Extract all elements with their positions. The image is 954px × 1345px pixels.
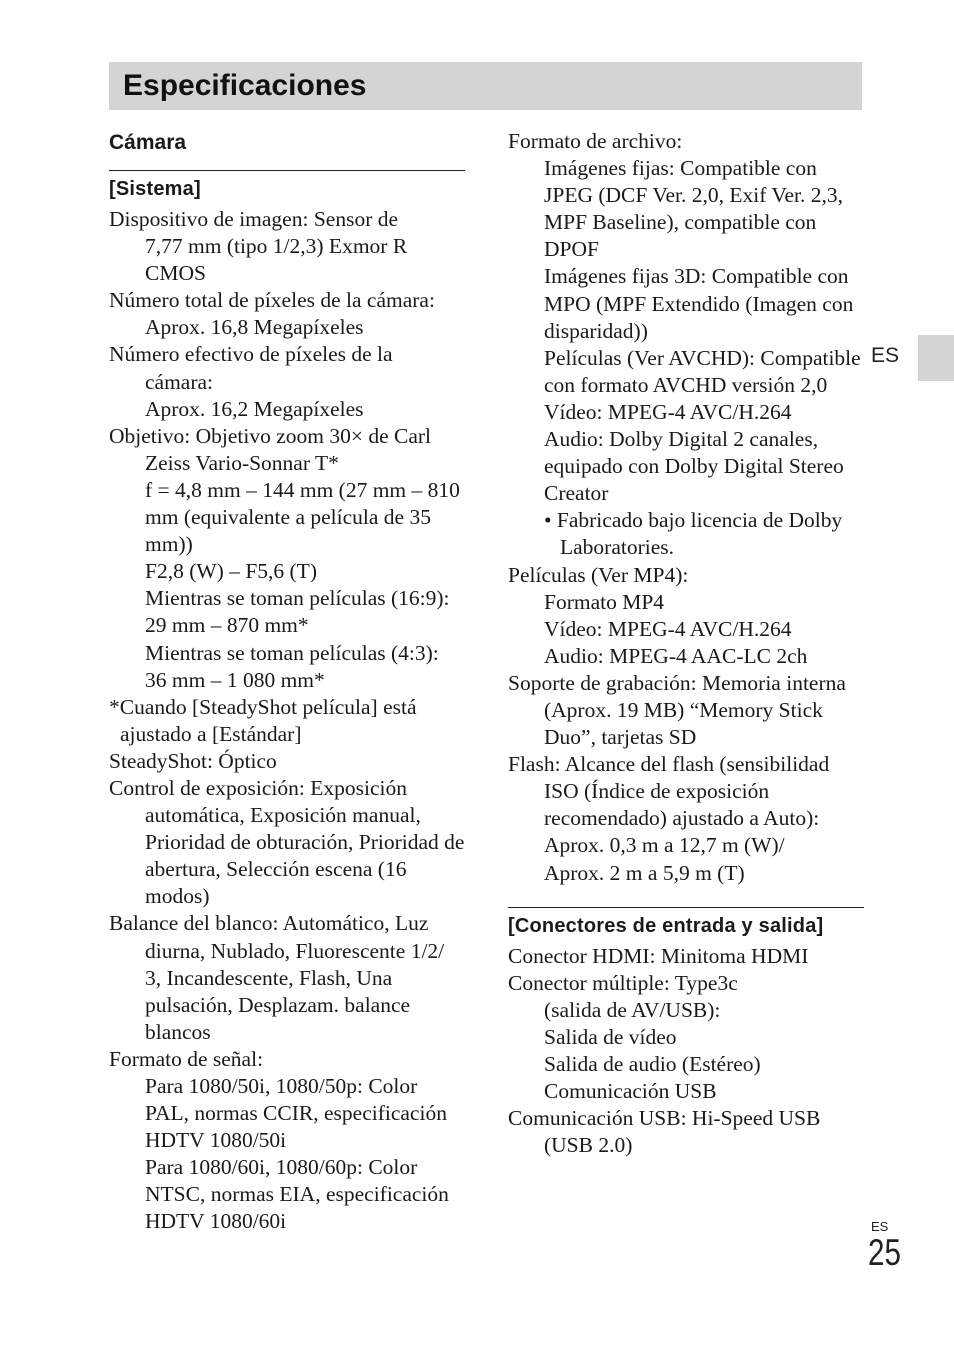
subsection-heading-connectors: [Conectores de entrada y salida] (508, 914, 824, 937)
spec-mp4-video: Vídeo: MPEG-4 AVC/H.264 (544, 616, 792, 641)
page-title: Especificaciones (123, 69, 367, 102)
divider (109, 170, 465, 171)
spec-usb: Comunicación USB: Hi-Speed USB (USB 2.0) (508, 1106, 821, 1158)
spec-signal-ntsc: Para 1080/60i, 1080/60p: Color NTSC, normas EIA, especificación HDTV 1080/60i (145, 1155, 449, 1234)
spec-effective-pixels-value: Aprox. 16,2 Megapíxeles (145, 396, 364, 421)
spec-file-format-avchd: Películas (Ver AVCHD): Compatible con formato AVCHD versión 2,0 (544, 345, 861, 397)
spec-multi-video-out: Salida de vídeo (544, 1024, 677, 1049)
spec-effective-pixels-label: Número efectivo de píxeles de la cámara: (109, 342, 393, 394)
spec-lens-movie-169: Mientras se toman películas (16:9): 29 mm – 870 mm* (145, 586, 450, 638)
spec-flash: Flash: Alcance del flash (sensibilidad ISO (Índice de exposición recomendado) ajustado a Auto): (508, 752, 830, 831)
spec-exposure: Control de exposición: Exposición automática, Exposición manual, Prioridad de obturación, Prioridad de abertura, Selección escena (16 modos) (109, 775, 465, 909)
spec-file-format-video: Vídeo: MPEG-4 AVC/H.264 (544, 399, 792, 424)
spec-mp4-audio: Audio: MPEG-4 AAC-LC 2ch (544, 643, 808, 668)
spec-lens-movie-43: Mientras se toman películas (4:3): 36 mm – 1 080 mm* (145, 640, 439, 692)
spec-file-format-label: Formato de archivo: (508, 129, 683, 153)
spec-hdmi: Conector HDMI: Minitoma HDMI (508, 943, 809, 968)
spec-file-format-still: Imágenes fijas: Compatible con JPEG (DCF Ver. 2,0, Exif Ver. 2,3, MPF Baseline), compatible con DPOF (544, 156, 844, 262)
dolby-note: • Fabricado bajo licencia de Dolby Laboratories. (544, 508, 843, 560)
language-tab-label: ES (871, 344, 900, 367)
spec-file-format-audio: Audio: Dolby Digital 2 canales, equipado con Dolby Digital Stereo Creator (544, 427, 844, 506)
spec-multi-audio-out: Salida de audio (Estéreo) (544, 1052, 761, 1076)
spec-media: Soporte de grabación: Memoria interna (Aprox. 19 MB) “Memory Stick Duo”, tarjetas SD (508, 670, 846, 750)
spec-signal-pal: Para 1080/50i, 1080/50p: Color PAL, normas CCIR, especificación HDTV 1080/50i (145, 1074, 447, 1153)
spec-steadyshot: SteadyShot: Óptico (109, 748, 277, 773)
section-heading: Cámara (109, 131, 187, 154)
language-side-tab (918, 335, 954, 381)
spec-mp4-format: Formato MP4 (544, 589, 665, 614)
spec-image-device: Dispositivo de imagen: Sensor de 7,77 mm (tipo 1/2,3) Exmor R CMOS (109, 207, 408, 286)
spec-signal-label: Formato de señal: (109, 1046, 264, 1071)
spec-lens: Objetivo: Objetivo zoom 30× de Carl Zeiss Vario-Sonnar T* (109, 423, 432, 475)
left-column (109, 128, 465, 1236)
spec-lens-focal: f = 4,8 mm – 144 mm (27 mm – 810 mm (equivalente a película de 35 mm)) (145, 477, 460, 557)
spec-white-balance: Balance del blanco: Automático, Luz diurna, Nublado, Fluorescente 1/2/ 3, Incandescente, Flash, Una pulsación, Desplazam. balance blancos (109, 911, 445, 1044)
spec-flash-t: Aprox. 2 m a 5,9 m (T) (544, 860, 745, 885)
spec-flash-w: Aprox. 0,3 m a 12,7 m (W)/ (544, 833, 785, 858)
page-number: 25 (868, 1232, 901, 1273)
spec-lens-aperture: F2,8 (W) – F5,6 (T) (145, 559, 317, 584)
right-column (508, 128, 864, 1159)
title-bar (109, 62, 862, 110)
spec-total-pixels-value: Aprox. 16,8 Megapíxeles (145, 315, 364, 340)
spec-multi-connector: Conector múltiple: Type3c (508, 970, 738, 995)
spec-multi-sub: (salida de AV/USB): (544, 997, 721, 1022)
spec-mp4-label: Películas (Ver MP4): (508, 562, 689, 587)
footnote: *Cuando [SteadyShot película] está ajustado a [Estándar] (109, 694, 417, 746)
footer-language: ES (871, 1219, 889, 1234)
spec-multi-usb: Comunicación USB (544, 1079, 717, 1104)
spec-total-pixels-label: Número total de píxeles de la cámara: (109, 288, 435, 313)
spec-file-format-3d: Imágenes fijas 3D: Compatible con MPO (MPF Extendido (Imagen con disparidad)) (544, 264, 854, 343)
subsection-heading-sistema: [Sistema] (109, 178, 201, 200)
divider (508, 907, 864, 908)
